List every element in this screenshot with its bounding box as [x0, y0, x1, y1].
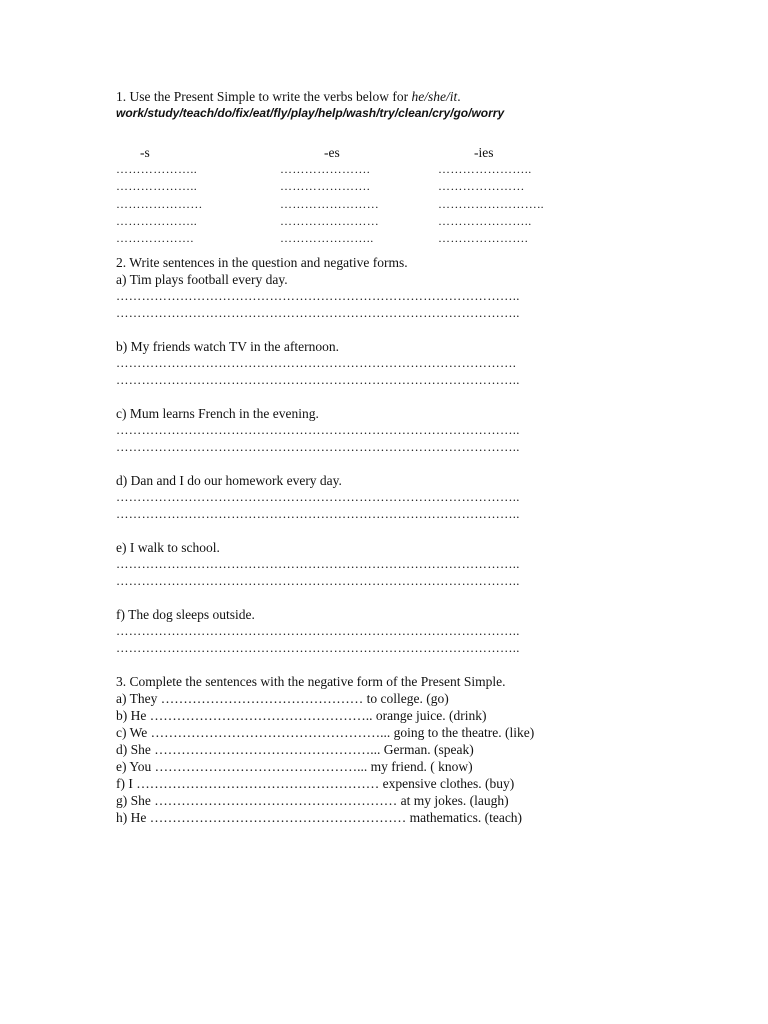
answer-blank[interactable]: …………………	[116, 196, 203, 211]
exercise-2-instruction: 2. Write sentences in the question and negative forms.	[116, 255, 408, 270]
answer-blank[interactable]: ………………….	[280, 179, 371, 194]
gap-fill-sentence[interactable]: g) She ……………………………………………… at my jokes. (laugh)	[116, 793, 509, 808]
answer-blank[interactable]: ………………..	[116, 162, 198, 176]
gap-fill-sentence[interactable]: e) You ………………………………………... my friend. ( know)	[116, 759, 473, 774]
exercise-2-item-f	[116, 606, 736, 657]
answer-blank[interactable]: …………………..	[438, 162, 532, 176]
answer-line[interactable]: …………………………………………………………………………………..	[116, 373, 520, 387]
answer-blank[interactable]: …………………..	[438, 213, 532, 228]
column-header-ies: -ies	[474, 145, 494, 160]
answer-line[interactable]: …………………………………………………………………………………..	[116, 641, 520, 655]
instruction-text: 1. Use the Present Simple to write the verbs below for	[116, 89, 412, 104]
prompt-sentence: e) I walk to school.	[116, 540, 220, 555]
verb-list: work/study/teach/do/fix/eat/fly/play/help/wash/try/clean/cry/go/worry	[116, 106, 505, 120]
exercise-2-item-e	[116, 539, 736, 590]
answer-blank[interactable]: …………………..	[280, 231, 374, 246]
verb-ending-table	[116, 144, 736, 248]
exercise-2	[116, 254, 736, 657]
answer-line[interactable]: …………………………………………………………………………………..	[116, 423, 520, 437]
worksheet	[116, 88, 736, 826]
exercise-1-instruction	[116, 88, 736, 105]
column-header-s: -s	[140, 145, 150, 160]
exercise-2-item-d	[116, 472, 736, 523]
answer-blank[interactable]: ………………….	[280, 162, 371, 176]
exercise-3	[116, 673, 736, 826]
answer-blank[interactable]: ……………………	[280, 213, 380, 228]
answer-line[interactable]: …………………………………………………………………………………..	[116, 624, 520, 638]
answer-line[interactable]: ………………………………………………………………………………….	[116, 356, 517, 370]
instruction-period: .	[457, 89, 461, 104]
exercise-2-item-c	[116, 405, 736, 456]
column-es	[280, 144, 379, 247]
exercise-2-item-a	[116, 271, 736, 322]
gap-fill-sentence[interactable]: c) We ……………………………………………... going to the theatre. (like)	[116, 725, 535, 740]
gap-fill-sentence[interactable]: h) He ………………………………………………… mathematics. (teach)	[116, 810, 523, 825]
gap-fill-sentence[interactable]: d) She …………………………………………... German. (speak)	[116, 742, 474, 757]
answer-line[interactable]: …………………………………………………………………………………..	[116, 507, 520, 521]
gap-fill-sentence[interactable]: f) I ……………………………………………… expensive clothes. (buy)	[116, 776, 515, 791]
answer-blank[interactable]: …………………	[438, 179, 525, 194]
answer-line[interactable]: …………………………………………………………………………………..	[116, 557, 520, 571]
gap-fill-sentence[interactable]: a) They ……………………………………… to college. (go)	[116, 691, 449, 706]
answer-blank[interactable]: ………………….	[438, 231, 529, 246]
column-s	[116, 144, 203, 247]
column-header-es: -es	[324, 145, 340, 160]
prompt-sentence: d) Dan and I do our homework every day.	[116, 473, 342, 488]
prompt-sentence: c) Mum learns French in the evening.	[116, 406, 319, 421]
prompt-sentence: f) The dog sleeps outside.	[116, 607, 255, 622]
gap-fill-sentence[interactable]: b) He ………………………………………….. orange juice. (drink)	[116, 708, 487, 723]
answer-line[interactable]: …………………………………………………………………………………..	[116, 289, 520, 303]
answer-blank[interactable]: ……………………	[280, 196, 380, 211]
answer-line[interactable]: …………………………………………………………………………………..	[116, 574, 520, 588]
answer-blank[interactable]: ……………….	[116, 231, 194, 246]
column-ies	[438, 144, 544, 247]
instruction-pronouns: he/she/it	[411, 89, 458, 104]
prompt-sentence: b) My friends watch TV in the afternoon.	[116, 339, 339, 354]
answer-line[interactable]: …………………………………………………………………………………..	[116, 490, 520, 504]
exercise-1	[116, 88, 736, 248]
exercise-2-item-b	[116, 338, 736, 389]
answer-blank[interactable]: ………………..	[116, 179, 198, 194]
prompt-sentence: a) Tim plays football every day.	[116, 272, 288, 287]
exercise-3-instruction: 3. Complete the sentences with the negative form of the Present Simple.	[116, 674, 506, 689]
answer-blank[interactable]: ……………………..	[438, 196, 544, 211]
answer-blank[interactable]: ………………..	[116, 213, 198, 228]
answer-line[interactable]: …………………………………………………………………………………..	[116, 440, 520, 454]
answer-line[interactable]: …………………………………………………………………………………..	[116, 306, 520, 320]
